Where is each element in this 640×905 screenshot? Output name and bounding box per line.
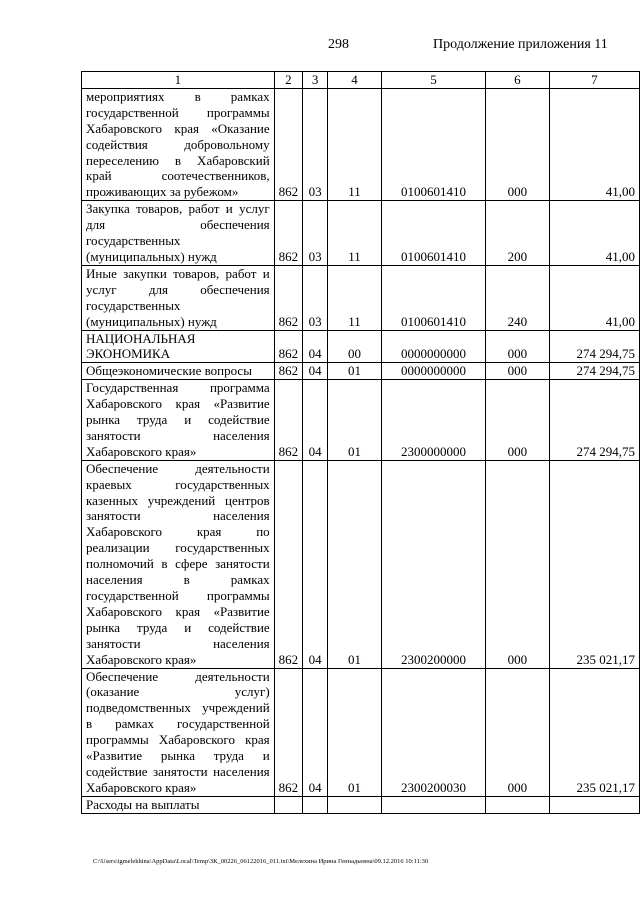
- cell-c4: 11: [327, 88, 381, 200]
- column-header: 7: [549, 72, 639, 89]
- cell-c3: [303, 796, 328, 813]
- column-header: 5: [381, 72, 485, 89]
- table-row: [82, 265, 640, 330]
- cell-c6: 000: [486, 460, 550, 668]
- table-row: [82, 460, 640, 668]
- appendix-label: Продолжение приложения 11: [433, 37, 608, 52]
- cell-c3: 04: [303, 363, 328, 380]
- cell-c3: 04: [303, 668, 328, 796]
- cell-c5: 0000000000: [381, 363, 485, 380]
- column-header: 2: [274, 72, 303, 89]
- cell-c2: 862: [274, 380, 303, 461]
- file-path-footer: C:\Users\igmelekhina\AppData\Local\Temp\ЗК_00226_06122016_011.txt\Мелехина Ирина Геннадьевна\09.12.2016 10:11:30: [93, 858, 429, 865]
- cell-c7: 41,00: [549, 88, 639, 200]
- row-description: Расходы на выплаты: [82, 796, 275, 813]
- cell-c5: 2300200000: [381, 460, 485, 668]
- cell-c5: 0000000000: [381, 330, 485, 363]
- cell-c4: 01: [327, 460, 381, 668]
- table-row: [82, 363, 640, 380]
- row-description: Обеспечение деятельности (оказание услуг) подведомственных учреждений в рамках государственной программы Хабаровского края «Развитие рынка труда и содействие занятости населения Хабаровского края»: [82, 668, 275, 796]
- table-row: [82, 668, 640, 796]
- cell-c5: 0100601410: [381, 88, 485, 200]
- cell-c6: 200: [486, 201, 550, 266]
- cell-c2: 862: [274, 201, 303, 266]
- cell-c6: 000: [486, 363, 550, 380]
- cell-c4: 11: [327, 201, 381, 266]
- table-row: [82, 88, 640, 200]
- cell-c3: 03: [303, 88, 328, 200]
- cell-c5: 0100601410: [381, 201, 485, 266]
- cell-c4: 00: [327, 330, 381, 363]
- cell-c4: 01: [327, 363, 381, 380]
- cell-c3: 03: [303, 265, 328, 330]
- cell-c4: [327, 796, 381, 813]
- cell-c5: 2300000000: [381, 380, 485, 461]
- row-description: Иные закупки товаров, работ и услуг для обеспечения государственных (муниципальных) нужд: [82, 265, 275, 330]
- page-number: 298: [328, 37, 349, 52]
- cell-c7: 41,00: [549, 265, 639, 330]
- cell-c5: [381, 796, 485, 813]
- cell-c7: 274 294,75: [549, 380, 639, 461]
- cell-c6: 000: [486, 380, 550, 461]
- cell-c3: 03: [303, 201, 328, 266]
- cell-c2: 862: [274, 88, 303, 200]
- cell-c2: 862: [274, 363, 303, 380]
- cell-c5: 2300200030: [381, 668, 485, 796]
- cell-c2: [274, 796, 303, 813]
- cell-c7: 274 294,75: [549, 363, 639, 380]
- cell-c5: 0100601410: [381, 265, 485, 330]
- cell-c6: 000: [486, 330, 550, 363]
- cell-c6: 000: [486, 668, 550, 796]
- row-description: НАЦИОНАЛЬНАЯ ЭКОНОМИКА: [82, 330, 275, 363]
- table-header-row: [82, 72, 640, 89]
- cell-c4: 01: [327, 380, 381, 461]
- cell-c6: 000: [486, 88, 550, 200]
- cell-c6: [486, 796, 550, 813]
- cell-c6: 240: [486, 265, 550, 330]
- row-description: мероприятиях в рамках государственной программы Хабаровского края «Оказание содействия добровольному переселению в Хабаровский край соотечественников, проживающих за рубежом»: [82, 88, 275, 200]
- cell-c7: 41,00: [549, 201, 639, 266]
- cell-c7: 274 294,75: [549, 330, 639, 363]
- table-row: [82, 201, 640, 266]
- table-row: [82, 380, 640, 461]
- column-header: 4: [327, 72, 381, 89]
- column-header: 3: [303, 72, 328, 89]
- cell-c7: 235 021,17: [549, 668, 639, 796]
- budget-table: [81, 71, 640, 814]
- cell-c2: 862: [274, 668, 303, 796]
- row-description: Государственная программа Хабаровского края «Развитие рынка труда и содействие занятости населения Хабаровского края»: [82, 380, 275, 461]
- cell-c4: 01: [327, 668, 381, 796]
- table-body: [82, 88, 640, 813]
- cell-c3: 04: [303, 380, 328, 461]
- cell-c2: 862: [274, 330, 303, 363]
- cell-c3: 04: [303, 330, 328, 363]
- row-description: Закупка товаров, работ и услуг для обеспечения государственных (муниципальных) нужд: [82, 201, 275, 266]
- column-header: 6: [486, 72, 550, 89]
- row-description: Общеэкономические вопросы: [82, 363, 275, 380]
- column-header: 1: [82, 72, 275, 89]
- cell-c7: [549, 796, 639, 813]
- cell-c2: 862: [274, 460, 303, 668]
- row-description: Обеспечение деятельности краевых государственных казенных учреждений центров занятости населения Хабаровского края по реализации государственных полномочий в сфере занятости населения в рамках государственной программы Хабаровского края «Развитие рынка труда и содействие занятости населения Хабаровского края»: [82, 460, 275, 668]
- cell-c7: 235 021,17: [549, 460, 639, 668]
- table-row: [82, 796, 640, 813]
- cell-c4: 11: [327, 265, 381, 330]
- cell-c3: 04: [303, 460, 328, 668]
- cell-c2: 862: [274, 265, 303, 330]
- table-row: [82, 330, 640, 363]
